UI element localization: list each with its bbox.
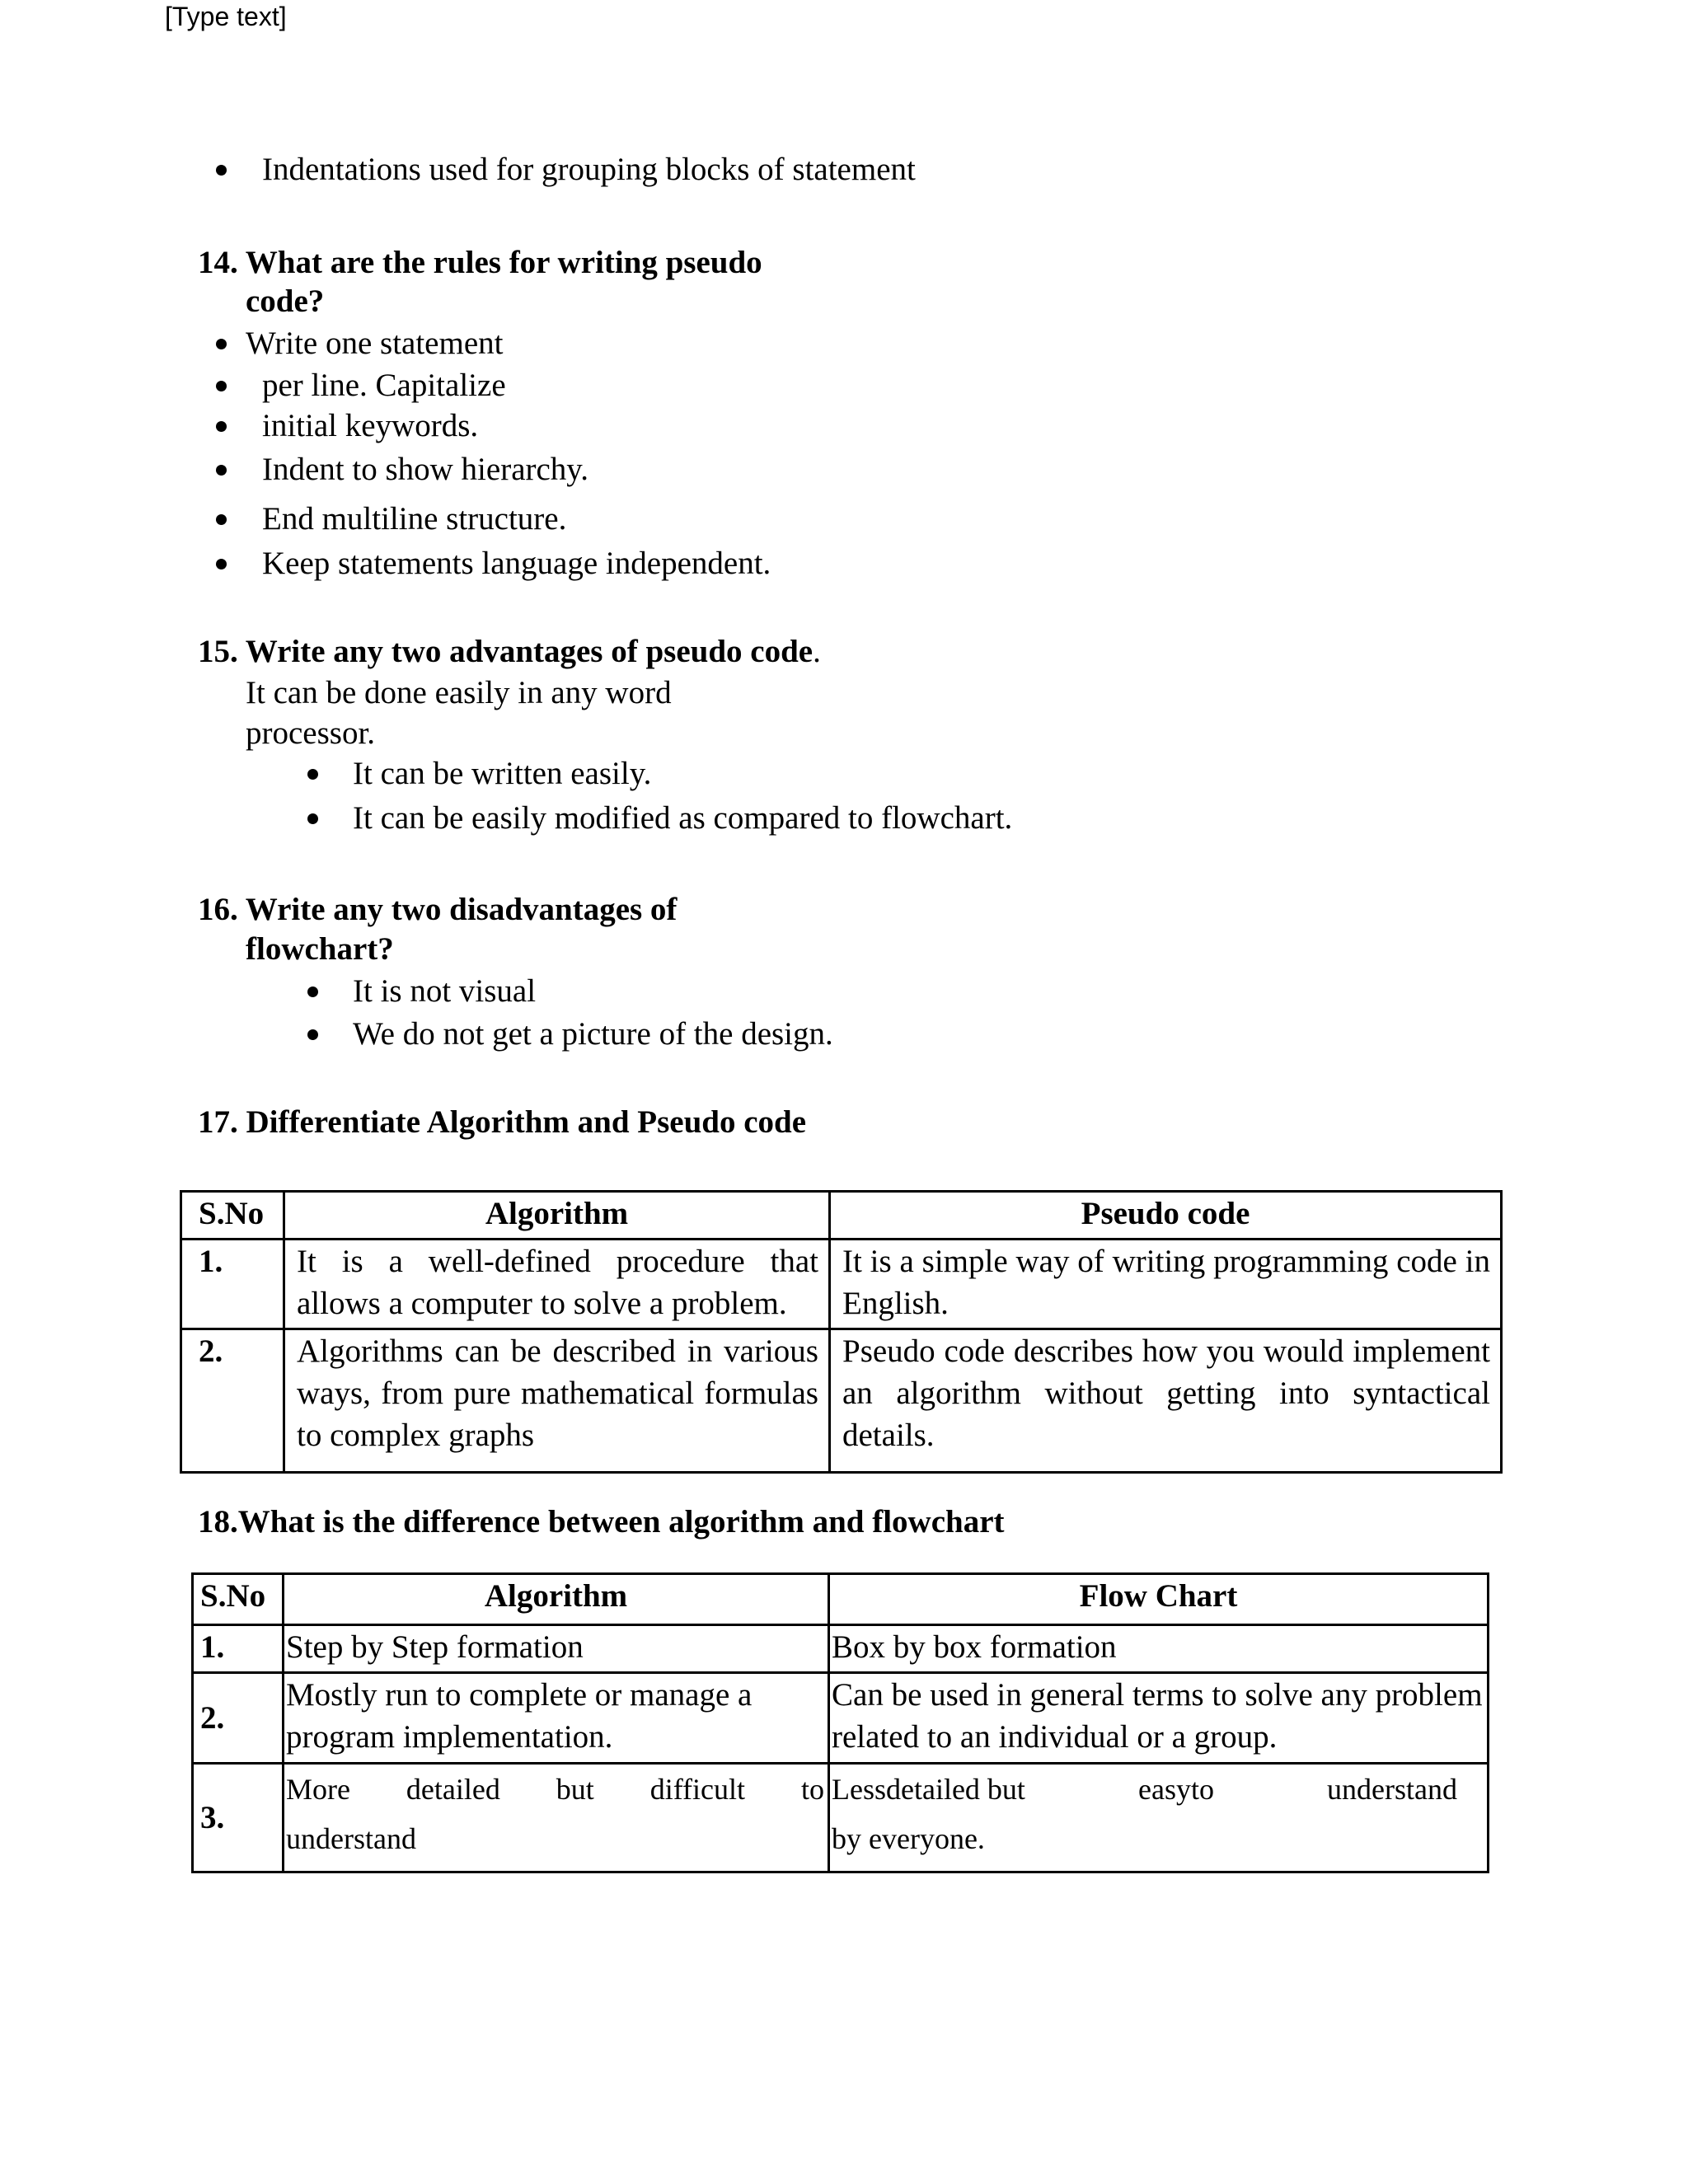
algorithm-cell: It is a well-defined procedure that allows a computer to solve a problem.: [284, 1240, 830, 1329]
q14-bullet: Indent to show hierarchy.: [262, 452, 589, 487]
flowchart-cell-line: by everyone.: [832, 1822, 985, 1855]
q15-bullet: It can be easily modified as compared to flowchart.: [353, 800, 1013, 836]
q15-title: 15. Write any two advantages of pseudo code: [198, 634, 814, 669]
q16-bullet: We do not get a picture of the design.: [353, 1016, 833, 1052]
q14-bullet: Write one statement: [246, 326, 504, 361]
q14-bullet: initial keywords.: [262, 408, 479, 443]
bullet-icon: [307, 987, 318, 997]
algorithm-cell-line: [286, 1765, 824, 1814]
algorithm-cell: Mostly run to complete or manage a program implementation.: [284, 1673, 829, 1764]
row-number: 1.: [181, 1240, 284, 1329]
bullet-icon: [307, 813, 318, 824]
table-row: [193, 1673, 1489, 1764]
algorithm-vs-pseudocode-table: [180, 1190, 1503, 1474]
intro-bullet-text: Indentations used for grouping blocks of statement: [262, 152, 916, 187]
bullet-icon: [307, 769, 318, 780]
algorithm-vs-flowchart-table: [191, 1572, 1489, 1873]
q14-bullet: per line. Capitalize: [262, 368, 506, 403]
bullet-icon: [307, 1029, 318, 1040]
table-row: [181, 1240, 1502, 1329]
flowchart-cell: Box by box formation: [829, 1625, 1489, 1673]
row-number: 1.: [193, 1625, 284, 1673]
q14-title: 14. What are the rules for writing pseudo: [198, 245, 762, 280]
q15-text-cont: processor.: [246, 715, 376, 751]
word: but: [556, 1773, 594, 1806]
header-flow-chart: Flow Chart: [829, 1574, 1489, 1625]
bullet-icon: [216, 559, 227, 569]
row-number: 3.: [193, 1764, 284, 1872]
algorithm-cell-line: understand: [286, 1822, 416, 1855]
pseudo-code-cell: It is a simple way of writing programming code in English.: [830, 1240, 1502, 1329]
flowchart-cell: [829, 1764, 1489, 1872]
page-header: [Type text]: [165, 2, 287, 31]
q17-title: 17. Differentiate Algorithm and Pseudo code: [198, 1104, 807, 1140]
q18-title: 18.What is the difference between algorithm and flowchart: [198, 1504, 1005, 1540]
header-algorithm: Algorithm: [284, 1192, 830, 1240]
word: to: [800, 1773, 824, 1806]
q15-title-line: [198, 631, 821, 673]
table-row: [181, 1329, 1502, 1473]
table-row: [193, 1625, 1489, 1673]
word: easyto: [1138, 1773, 1214, 1806]
row-number: 2.: [193, 1673, 284, 1764]
bullet-icon: [216, 165, 227, 176]
word: difficult: [649, 1773, 746, 1806]
word: understand: [1327, 1773, 1457, 1806]
word: More: [286, 1773, 350, 1806]
q14-bullet: End multiline structure.: [262, 501, 567, 537]
header-sno: S.No: [181, 1192, 284, 1240]
algorithm-cell: Step by Step formation: [284, 1625, 829, 1673]
table-header-row: [181, 1192, 1502, 1240]
bullet-icon: [216, 514, 227, 525]
q15-text: It can be done easily in any word: [246, 675, 672, 710]
q15-bullet: It can be written easily.: [353, 756, 652, 791]
bullet-icon: [216, 381, 227, 391]
bullet-icon: [216, 339, 227, 349]
row-number: 2.: [181, 1329, 284, 1473]
pseudo-code-cell: Pseudo code describes how you would implement an algorithm without getting into syntactical details.: [830, 1329, 1502, 1473]
flowchart-cell: Can be used in general terms to solve any problem related to an individual or a group.: [829, 1673, 1489, 1764]
q15-title-period: .: [813, 634, 821, 669]
algorithm-cell: [284, 1764, 829, 1872]
flowchart-cell-line: [832, 1765, 1484, 1814]
table-header-row: [193, 1574, 1489, 1625]
header-pseudo-code: Pseudo code: [830, 1192, 1502, 1240]
table-row: [193, 1764, 1489, 1872]
header-algorithm: Algorithm: [284, 1574, 829, 1625]
bullet-icon: [216, 465, 227, 476]
q14-title-cont: code?: [246, 284, 325, 319]
q16-title: 16. Write any two disadvantages of: [198, 892, 678, 927]
q14-bullet: Keep statements language independent.: [262, 546, 771, 581]
header-sno: S.No: [193, 1574, 284, 1625]
q16-bullet: It is not visual: [353, 973, 537, 1009]
bullet-icon: [216, 421, 227, 432]
algorithm-cell: Algorithms can be described in various ways, from pure mathematical formulas to complex graphs: [284, 1329, 830, 1473]
word: Lessdetailed but: [832, 1773, 1025, 1806]
q16-title-cont: flowchart?: [246, 931, 394, 967]
word: detailed: [406, 1773, 500, 1806]
